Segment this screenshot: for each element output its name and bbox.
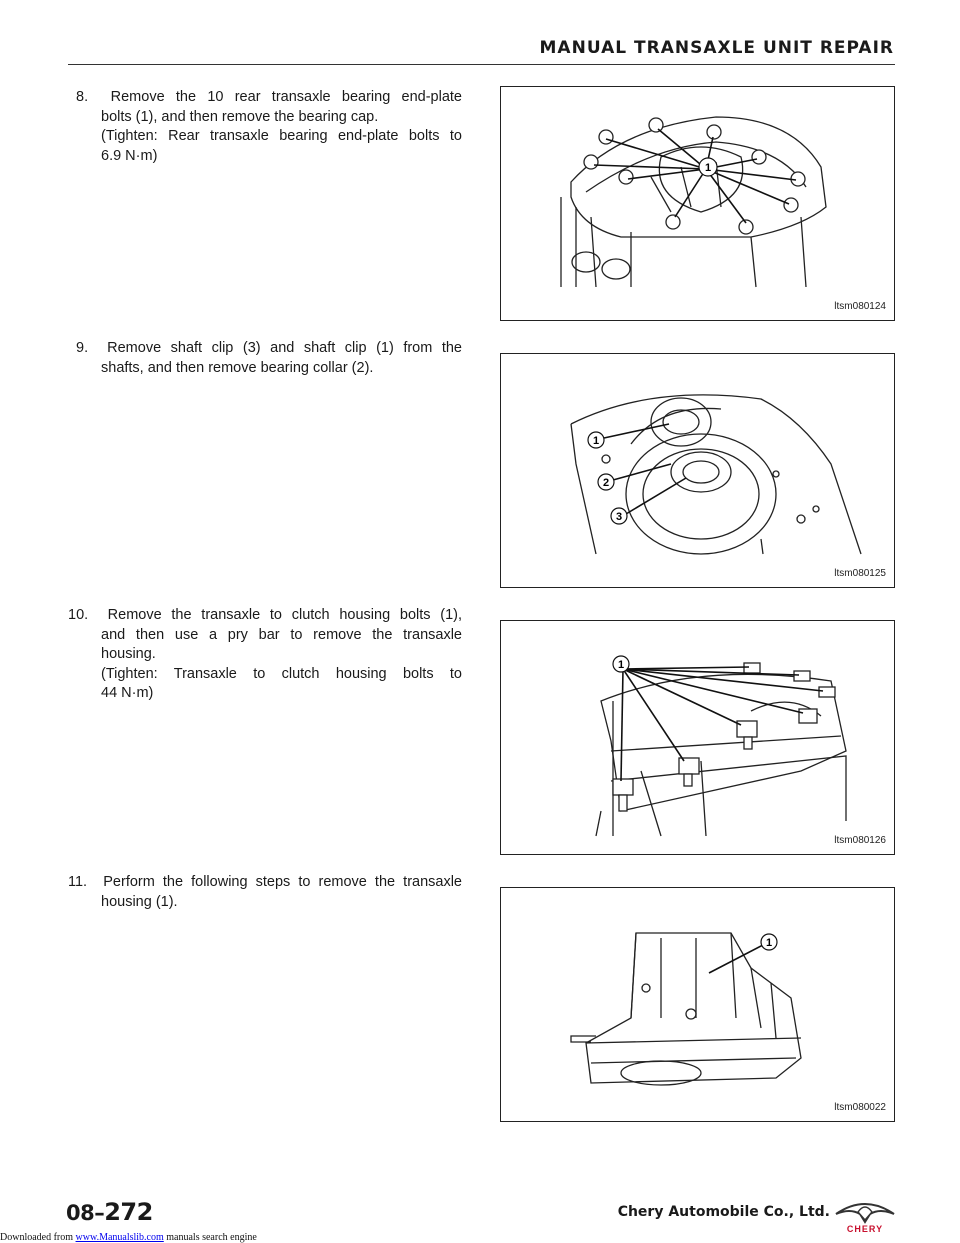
step-9 (68, 339, 462, 378)
step-8 (68, 88, 462, 166)
step-number: 11. (68, 874, 88, 890)
figure-illustration (501, 621, 894, 854)
step-line: 8. Remove the 10 rear transaxle bearing end-plate (76, 89, 462, 105)
step-line: 44 N·m) (101, 685, 154, 701)
step-line: housing. (101, 646, 156, 662)
download-footer: Downloaded from www.Manualslib.com manuals search engine (0, 1232, 257, 1243)
step-line: (Tighten: Rear transaxle bearing end-plate bolts to (101, 128, 462, 144)
figure-clutch-housing-bolts (500, 620, 895, 855)
chery-logo (832, 1198, 898, 1239)
callout-label: 1 (617, 659, 625, 671)
step-number: 8. (76, 89, 89, 105)
callout-label: 3 (615, 511, 623, 523)
step-number: 9. (76, 340, 89, 356)
step-line: 6.9 N·m) (101, 147, 158, 164)
figure-caption: ltsm080022 (834, 1102, 886, 1113)
logo-text: CHERY (846, 1224, 884, 1234)
callout-label: 1 (592, 435, 600, 447)
page-number: 08–272 (66, 1198, 153, 1226)
chery-logo-icon (832, 1198, 898, 1234)
step-line: and then use a pry bar to remove the transaxle (101, 626, 462, 643)
step-number: 10. (68, 607, 89, 623)
figure-bearing-end-plate (500, 86, 895, 321)
step-10 (68, 606, 462, 704)
callout-label: 2 (602, 477, 610, 489)
figure-illustration (501, 87, 894, 320)
figure-caption: ltsm080124 (834, 301, 886, 312)
step-line: housing (1). (101, 893, 178, 910)
figure-illustration (501, 888, 894, 1121)
step-11 (68, 873, 462, 912)
step-line: 9. Remove shaft clip (3) and shaft clip (1) from the (76, 340, 462, 356)
figure-transaxle-housing (500, 887, 895, 1122)
figure-caption: ltsm080125 (834, 568, 886, 579)
callout-label: 1 (765, 937, 773, 949)
callout-label: 1 (704, 162, 712, 174)
figure-shaft-clips (500, 353, 895, 588)
step-line: 10. Remove the transaxle to clutch housing bolts (1), (68, 607, 463, 623)
figure-caption: ltsm080126 (834, 835, 886, 846)
page-header-title: MANUAL TRANSAXLE UNIT REPAIR (539, 38, 894, 58)
manualslib-link[interactable]: www.Manualslib.com (75, 1232, 164, 1243)
company-name: Chery Automobile Co., Ltd. (617, 1204, 830, 1220)
step-line: (Tighten: Transaxle to clutch housing bolts to (101, 665, 462, 682)
step-line: shafts, and then remove bearing collar (2). (101, 359, 374, 376)
step-line: 11. Perform the following steps to remove the transaxle (68, 874, 463, 890)
header-rule (68, 64, 895, 65)
figure-illustration (501, 354, 894, 587)
step-line: bolts (1), and then remove the bearing cap. (101, 108, 379, 125)
